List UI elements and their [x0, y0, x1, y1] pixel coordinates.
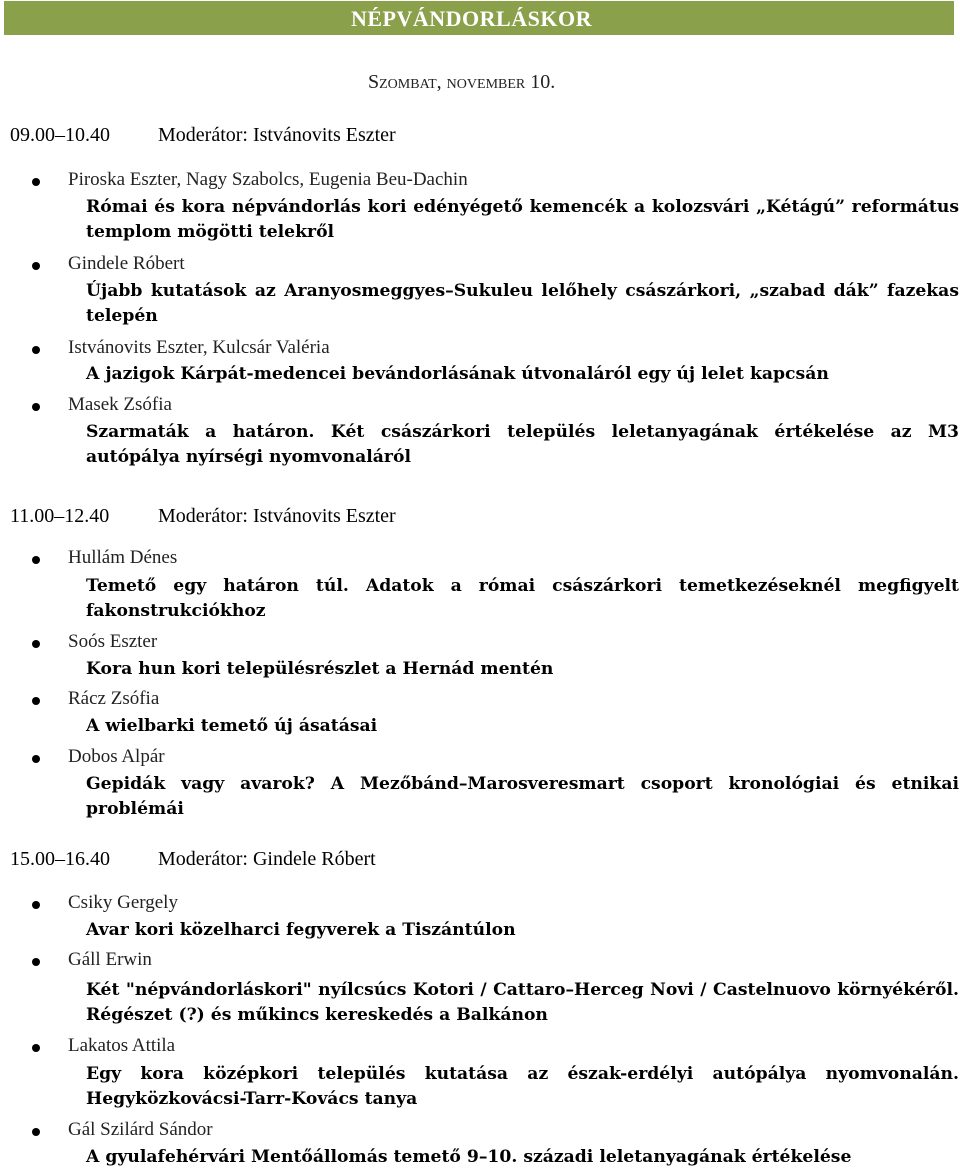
- talk-title: Gepidák vagy avarok? A Mezőbánd–Marosveresmart csoport kronológiai és etnikai problémái: [86, 774, 959, 819]
- talk-title: A jazigok Kárpát-medencei bevándorlásának útvonaláról egy új lelet kapcsán: [86, 364, 829, 384]
- session-time: 09.00–10.40: [10, 124, 110, 146]
- session-time: 11.00–12.40: [10, 505, 110, 527]
- talk-title: A wielbarki temető új ásatásai: [86, 716, 378, 736]
- talk-authors: Gindele Róbert: [68, 253, 185, 274]
- bullet-icon: [32, 755, 40, 763]
- talk-authors: Lakatos Attila: [68, 1035, 176, 1056]
- talk-authors: Piroska Eszter, Nagy Szabolcs, Eugenia Beu-Dachin: [68, 169, 468, 190]
- bullet-icon: [32, 697, 40, 705]
- session-time: 15.00–16.40: [10, 848, 110, 870]
- bullet-icon: [32, 403, 40, 411]
- talk-authors: Masek Zsófia: [68, 394, 172, 415]
- session-moderator: Moderátor: Gindele Róbert: [158, 848, 376, 870]
- talk-title: Kora hun kori településrészlet a Hernád mentén: [86, 659, 554, 679]
- session-header: [10, 124, 396, 147]
- talk-authors: Dobos Alpár: [68, 746, 165, 767]
- talk-title: Római és kora népvándorlás kori edényégető kemencék a kolozsvári „Kétágú” református templom mögötti telekről: [86, 197, 959, 242]
- bullet-icon: [32, 262, 40, 270]
- talk-title: Egy kora középkori település kutatása az észak-erdélyi autópálya nyomvonalán. Hegyközkovácsi-Tarr-Kovács tanya: [86, 1064, 959, 1109]
- page-title: NÉPVÁNDORLÁSKOR: [351, 6, 592, 31]
- talk-authors: Gáll Erwin: [68, 949, 152, 970]
- talk-authors: Rácz Zsófia: [68, 688, 160, 709]
- bullet-icon: [32, 1044, 40, 1052]
- talk-authors: Gál Szilárd Sándor: [68, 1119, 213, 1140]
- session-header: [10, 505, 396, 528]
- talk-authors: Csiky Gergely: [68, 892, 178, 913]
- talk-title: Két "népvándorláskori" nyílcsúcs Kotori / Cattaro–Herceg Novi / Castelnuovo környékéről. Régészet (?) és műkincs kereskedés a Balkánon: [86, 980, 959, 1025]
- bullet-icon: [32, 958, 40, 966]
- talk-title: Újabb kutatások az Aranyosmeggyes–Sukuleu lelőhely császárkori, „szabad dák” fazekas telepén: [86, 281, 959, 326]
- bullet-icon: [32, 1128, 40, 1136]
- session-moderator: Moderátor: Istvánovits Eszter: [158, 505, 396, 527]
- date-heading: Szombat, november 10.: [368, 71, 556, 93]
- talk-authors: Soós Eszter: [68, 631, 158, 652]
- bullet-icon: [32, 640, 40, 648]
- talk-authors: Istvánovits Eszter, Kulcsár Valéria: [68, 337, 330, 358]
- bullet-icon: [32, 901, 40, 909]
- bullet-icon: [32, 346, 40, 354]
- talk-title: A gyulafehérvári Mentőállomás temető 9–10. századi leletanyagának értékelése: [86, 1147, 852, 1167]
- talk-title: Szarmaták a határon. Két császárkori település leletanyagának értékelése az M3 autópálya nyírségi nyomvonaláról: [86, 422, 959, 467]
- session-header: [10, 848, 376, 871]
- talk-title: Avar kori közelharci fegyverek a Tiszántúlon: [86, 920, 516, 940]
- talk-authors: Hullám Dénes: [68, 547, 178, 568]
- session-moderator: Moderátor: Istvánovits Eszter: [158, 124, 396, 146]
- bullet-icon: [32, 178, 40, 186]
- bullet-icon: [32, 556, 40, 564]
- talk-title: Temető egy határon túl. Adatok a római császárkori temetkezéseknél megfigyelt fakonstrukciókhoz: [86, 576, 959, 621]
